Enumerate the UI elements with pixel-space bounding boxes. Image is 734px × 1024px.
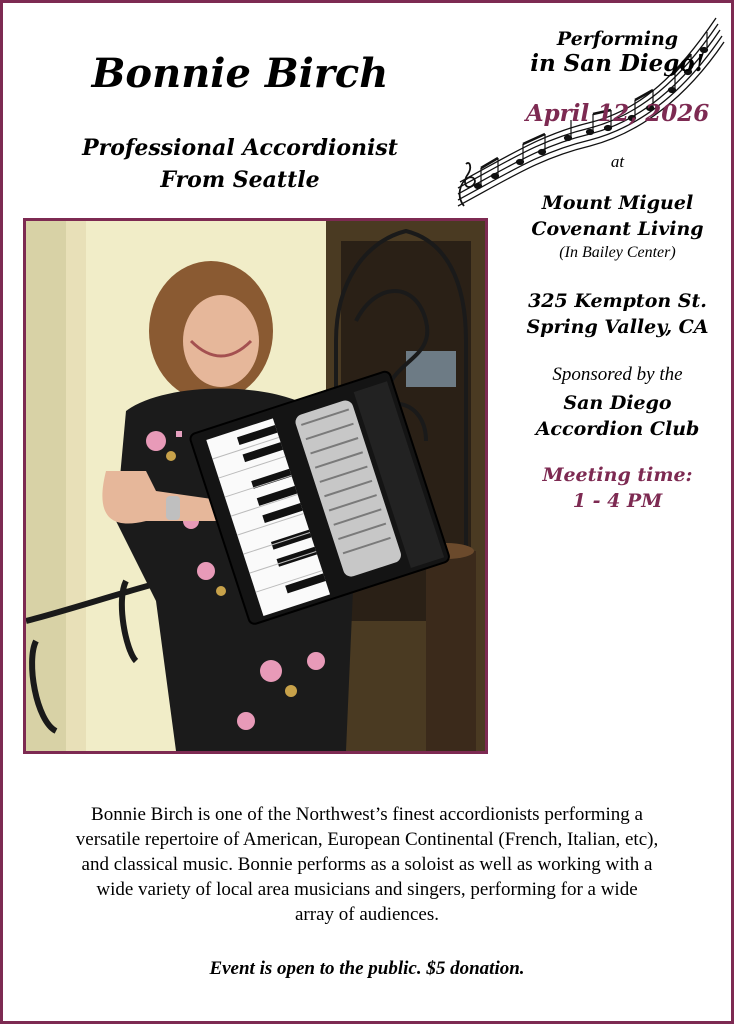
sponsor-line-2: Accordion Club xyxy=(535,418,700,440)
performer-name: Bonnie Birch xyxy=(91,50,389,97)
address-line-1: 325 Kempton St. xyxy=(528,290,707,312)
subtitle-line-1: Professional Accordionist xyxy=(82,135,398,161)
event-date: April 12, 2026 xyxy=(525,100,710,127)
venue-note: (In Bailey Center) xyxy=(559,244,676,261)
location-headline: in San Diego! xyxy=(530,50,705,77)
performer-subtitle xyxy=(40,132,440,196)
bio-line-1: Bonnie Birch is one of the Northwest’s finest accordionists performing a xyxy=(91,804,643,825)
at-label: at xyxy=(610,152,625,171)
bio-line-2: versatile repertoire of American, European Continental (French, Italian, etc), xyxy=(75,829,659,850)
venue-line-2: Covenant Living xyxy=(531,218,704,240)
sponsor-line-1: San Diego xyxy=(563,392,672,414)
venue-line-1: Mount Miguel xyxy=(541,192,694,214)
performing-label: Performing xyxy=(556,28,679,50)
admission-note: Event is open to the public. $5 donation. xyxy=(209,958,525,979)
venue-address xyxy=(515,288,720,340)
bio-line-5: array of audiences. xyxy=(294,904,439,925)
sponsor-intro: Sponsored by the xyxy=(552,364,683,385)
bio-line-3: and classical music. Bonnie performs as a soloist as well as working with a xyxy=(81,854,653,875)
sponsor-name xyxy=(515,390,720,442)
subtitle-line-2: From Seattle xyxy=(160,167,320,193)
venue-name xyxy=(515,190,720,242)
meeting-hours: 1 - 4 PM xyxy=(572,490,663,512)
performer-photo xyxy=(23,218,488,754)
meeting-label: Meeting time: xyxy=(542,464,693,486)
address-line-2: Spring Valley, CA xyxy=(526,316,709,338)
accordionist-photo-image xyxy=(26,221,485,751)
meeting-time xyxy=(515,462,720,514)
bio-line-4: wide variety of local area musicians and singers, performing for a wide xyxy=(96,879,638,900)
bio-paragraph xyxy=(25,802,709,927)
